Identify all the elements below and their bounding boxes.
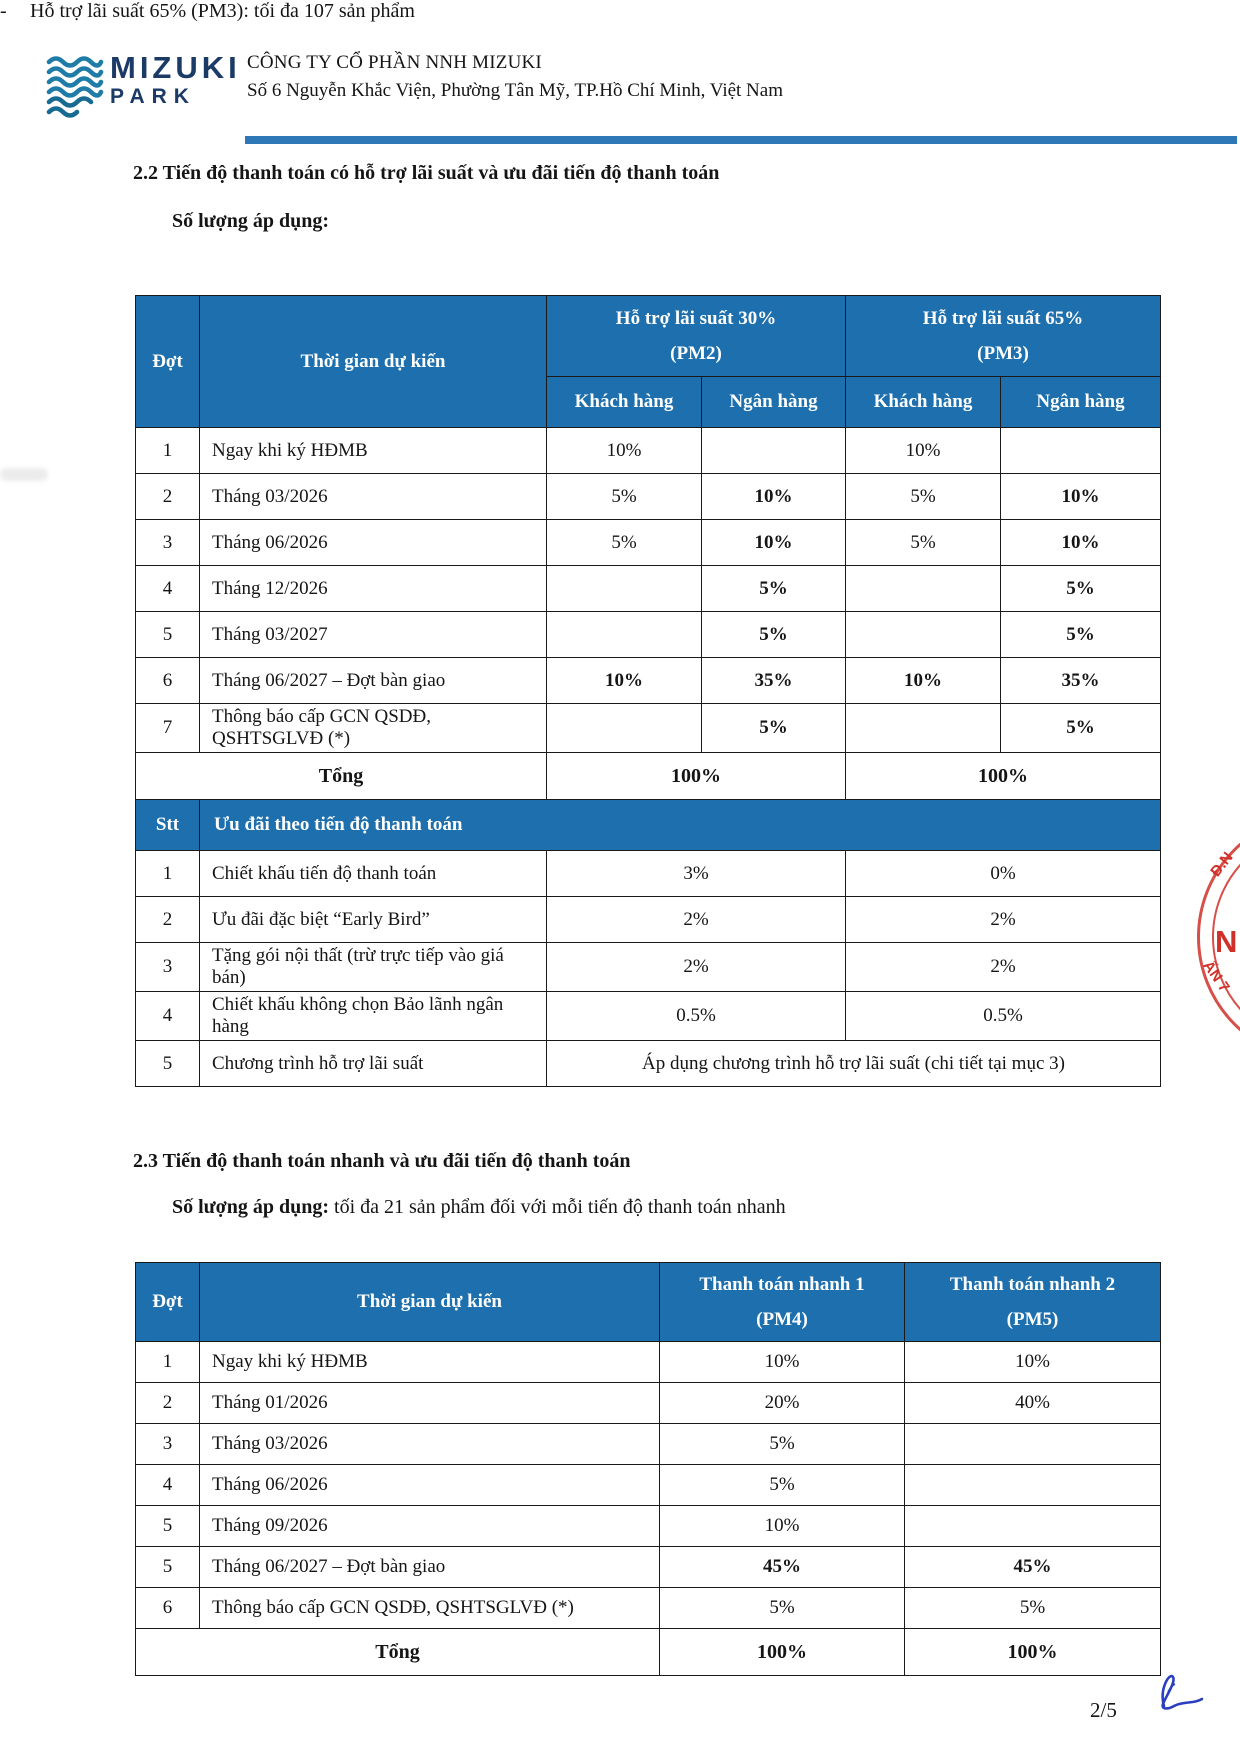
scan-artifact [0, 468, 48, 481]
col-header-pm5 [905, 1263, 1161, 1342]
section-2-2-bullet [0, 0, 1240, 23]
pm2-code: (PM2) [670, 343, 722, 364]
row-number: 4 [136, 1465, 200, 1506]
row-number: 5 [136, 1506, 200, 1547]
promo-row [136, 943, 1161, 992]
total-pm4: 100% [660, 1629, 905, 1676]
company-name: CÔNG TY CỔ PHẦN NNH MIZUKI [247, 52, 542, 73]
row-number: 4 [136, 566, 200, 612]
col-header-bank-pm3: Ngân hàng [1001, 377, 1161, 428]
row-number: 2 [136, 1383, 200, 1424]
pm2-title: Hỗ trợ lãi suất 30% [615, 307, 777, 329]
total-row [136, 1629, 1161, 1676]
promo-pm3-value: 0.5% [846, 992, 1161, 1041]
pm5-title: Thanh toán nhanh 2 [949, 1273, 1116, 1295]
col-header-time: Thời gian dự kiến [200, 1263, 660, 1342]
payment-row [136, 428, 1161, 474]
bullet-text: Hỗ trợ lãi suất 65% (PM3): tối đa 107 sản phẩm [30, 0, 415, 22]
total-label: Tổng [136, 1629, 660, 1676]
row-number: 3 [136, 520, 200, 566]
row-number: 5 [136, 1547, 200, 1588]
header-rule [245, 136, 1237, 144]
subtitle-bold-part: Số lượng áp dụng: [172, 1196, 330, 1218]
percent-cell [702, 428, 846, 474]
total-pm5: 100% [905, 1629, 1161, 1676]
promo-row [136, 1041, 1161, 1087]
pm3-code: (PM3) [977, 343, 1029, 364]
bullet-dash: - [0, 0, 7, 22]
percent-cell: 5% [702, 612, 846, 658]
pm5-code: (PM5) [1006, 1309, 1059, 1330]
payment-row [136, 612, 1161, 658]
row-number: 1 [136, 428, 200, 474]
payment-row [136, 704, 1161, 753]
row-number: 1 [136, 851, 200, 897]
promo-pm3-value: 0% [846, 851, 1161, 897]
col-header-dot: Đợt [136, 296, 200, 428]
row-label: Tháng 03/2026 [200, 1424, 660, 1465]
row-number: 2 [136, 897, 200, 943]
payment-row [136, 1424, 1161, 1465]
section-2-2-title: 2.2 Tiến độ thanh toán có hỗ trợ lãi suất và ưu đãi tiến độ thanh toán [133, 162, 720, 184]
col-header-pm3 [846, 296, 1161, 377]
waves-icon [46, 56, 104, 118]
percent-cell [905, 1465, 1161, 1506]
col-header-customer-pm2: Khách hàng [547, 377, 702, 428]
total-row [136, 753, 1161, 800]
pm4-code: (PM4) [756, 1309, 808, 1330]
row-number: 6 [136, 658, 200, 704]
percent-cell: 10% [547, 428, 702, 474]
promo-label: Chiết khấu tiến độ thanh toán [200, 851, 547, 897]
mizuki-logo [46, 52, 241, 118]
percent-cell [905, 1506, 1161, 1547]
percent-cell: 10% [905, 1342, 1161, 1383]
percent-cell: 5% [547, 474, 702, 520]
promo-row [136, 992, 1161, 1041]
stamp-text-center: N [1215, 924, 1238, 959]
stamp-text-lower-arc: ẤN 7 [1199, 957, 1233, 996]
percent-cell: 5% [1001, 612, 1161, 658]
row-label: Thông báo cấp GCN QSDĐ, QSHTSGLVĐ (*) [200, 704, 547, 753]
promo-pm2-value: 3% [547, 851, 846, 897]
payment-row [136, 1465, 1161, 1506]
signature-mark [1152, 1668, 1206, 1714]
percent-cell: 5% [846, 474, 1001, 520]
col-header-pm4 [660, 1263, 905, 1342]
percent-cell: 5% [905, 1588, 1161, 1629]
company-address: Số 6 Nguyễn Khắc Viện, Phường Tân Mỹ, TP.Hồ Chí Minh, Việt Nam [247, 80, 783, 101]
percent-cell: 10% [702, 520, 846, 566]
promo-pm2-value: 0.5% [547, 992, 846, 1041]
promo-row [136, 897, 1161, 943]
payment-row [136, 474, 1161, 520]
pm4-title: Thanh toán nhanh 1 [699, 1273, 865, 1295]
percent-cell: 10% [1001, 520, 1161, 566]
percent-cell [846, 566, 1001, 612]
percent-cell: 10% [846, 658, 1001, 704]
row-label: Tháng 03/2026 [200, 474, 547, 520]
red-stamp-fragment [1197, 812, 1240, 1062]
fast-payment-schedule-table [135, 1262, 1161, 1676]
percent-cell: 45% [660, 1547, 905, 1588]
logo-sub-text: PARK [110, 84, 196, 108]
percent-cell [547, 612, 702, 658]
row-label: Tháng 09/2026 [200, 1506, 660, 1547]
section-2-3-title: 2.3 Tiến độ thanh toán nhanh và ưu đãi tiến độ thanh toán [133, 1150, 631, 1172]
row-number: 1 [136, 1342, 200, 1383]
percent-cell: 10% [1001, 474, 1161, 520]
payment-row [136, 520, 1161, 566]
row-label: Tháng 12/2026 [200, 566, 547, 612]
row-label: Thông báo cấp GCN QSDĐ, QSHTSGLVĐ (*) [200, 1588, 660, 1629]
percent-cell [846, 704, 1001, 753]
row-label: Tháng 06/2026 [200, 520, 547, 566]
percent-cell: 5% [846, 520, 1001, 566]
col-header-time: Thời gian dự kiến [200, 296, 547, 428]
row-label: Ngay khi ký HĐMB [200, 428, 547, 474]
percent-cell [846, 612, 1001, 658]
percent-cell [547, 566, 702, 612]
percent-cell: 5% [1001, 704, 1161, 753]
percent-cell: 5% [660, 1424, 905, 1465]
promo-label: Tặng gói nội thất (trừ trực tiếp vào giá bán) [200, 943, 547, 992]
company-block [247, 52, 783, 102]
percent-cell: 45% [905, 1547, 1161, 1588]
percent-cell: 5% [547, 520, 702, 566]
percent-cell [547, 704, 702, 753]
payment-row [136, 658, 1161, 704]
promo-span-value: Áp dụng chương trình hỗ trợ lãi suất (chi tiết tại mục 3) [547, 1041, 1161, 1087]
total-label: Tổng [136, 753, 547, 800]
promo-header-stt: Stt [136, 800, 200, 851]
percent-cell: 5% [702, 566, 846, 612]
row-number: 6 [136, 1588, 200, 1629]
col-header-dot: Đợt [136, 1263, 200, 1342]
subtitle-rest-part: tối đa 21 sản phẩm đối với mỗi tiến độ thanh toán nhanh [329, 1196, 786, 1218]
total-pm3: 100% [846, 753, 1161, 800]
percent-cell: 5% [660, 1588, 905, 1629]
row-number: 4 [136, 992, 200, 1041]
promo-label: Chiết khấu không chọn Bảo lãnh ngân hàng [200, 992, 547, 1041]
percent-cell: 10% [547, 658, 702, 704]
col-header-bank-pm2: Ngân hàng [702, 377, 846, 428]
payment-schedule-table-interest-support [135, 295, 1161, 1087]
payment-row [136, 1342, 1161, 1383]
promo-pm2-value: 2% [547, 897, 846, 943]
payment-row [136, 1383, 1161, 1424]
payment-row [136, 1588, 1161, 1629]
percent-cell [905, 1424, 1161, 1465]
payment-row [136, 1506, 1161, 1547]
percent-cell: 10% [846, 428, 1001, 474]
percent-cell: 10% [660, 1342, 905, 1383]
payment-row [136, 1547, 1161, 1588]
percent-cell: 5% [660, 1465, 905, 1506]
row-number: 3 [136, 1424, 200, 1465]
row-label: Tháng 06/2027 – Đợt bàn giao [200, 658, 547, 704]
page-number: 2/5 [1090, 1698, 1117, 1722]
row-label: Tháng 06/2027 – Đợt bàn giao [200, 1547, 660, 1588]
percent-cell: 5% [1001, 566, 1161, 612]
row-label: Tháng 03/2027 [200, 612, 547, 658]
promo-label: Ưu đãi đặc biệt “Early Bird” [200, 897, 547, 943]
row-label: Tháng 06/2026 [200, 1465, 660, 1506]
row-number: 3 [136, 943, 200, 992]
payment-row [136, 566, 1161, 612]
section-2-2-subtitle: Số lượng áp dụng: [172, 210, 330, 232]
percent-cell: 40% [905, 1383, 1161, 1424]
col-header-customer-pm3: Khách hàng [846, 377, 1001, 428]
percent-cell: 10% [660, 1506, 905, 1547]
promo-header-label: Ưu đãi theo tiến độ thanh toán [200, 800, 1161, 851]
total-pm2: 100% [547, 753, 846, 800]
promo-label: Chương trình hỗ trợ lãi suất [200, 1041, 547, 1087]
row-number: 5 [136, 1041, 200, 1087]
logo-brand-text: MIZUKI [110, 50, 241, 85]
row-number: 5 [136, 612, 200, 658]
pm3-title: Hỗ trợ lãi suất 65% [922, 307, 1084, 329]
percent-cell: 10% [702, 474, 846, 520]
percent-cell: 20% [660, 1383, 905, 1424]
percent-cell: 35% [1001, 658, 1161, 704]
section-2-3-subtitle [172, 1196, 786, 1219]
percent-cell: 35% [702, 658, 846, 704]
row-number: 2 [136, 474, 200, 520]
percent-cell: 5% [702, 704, 846, 753]
promo-pm2-value: 2% [547, 943, 846, 992]
row-label: Tháng 01/2026 [200, 1383, 660, 1424]
promo-header-row [136, 800, 1161, 851]
percent-cell [1001, 428, 1161, 474]
col-header-pm2 [547, 296, 846, 377]
promo-row [136, 851, 1161, 897]
promo-pm3-value: 2% [846, 943, 1161, 992]
row-number: 7 [136, 704, 200, 753]
row-label: Ngay khi ký HĐMB [200, 1342, 660, 1383]
promo-pm3-value: 2% [846, 897, 1161, 943]
stamp-text-arc: Đ.N [1207, 849, 1237, 880]
